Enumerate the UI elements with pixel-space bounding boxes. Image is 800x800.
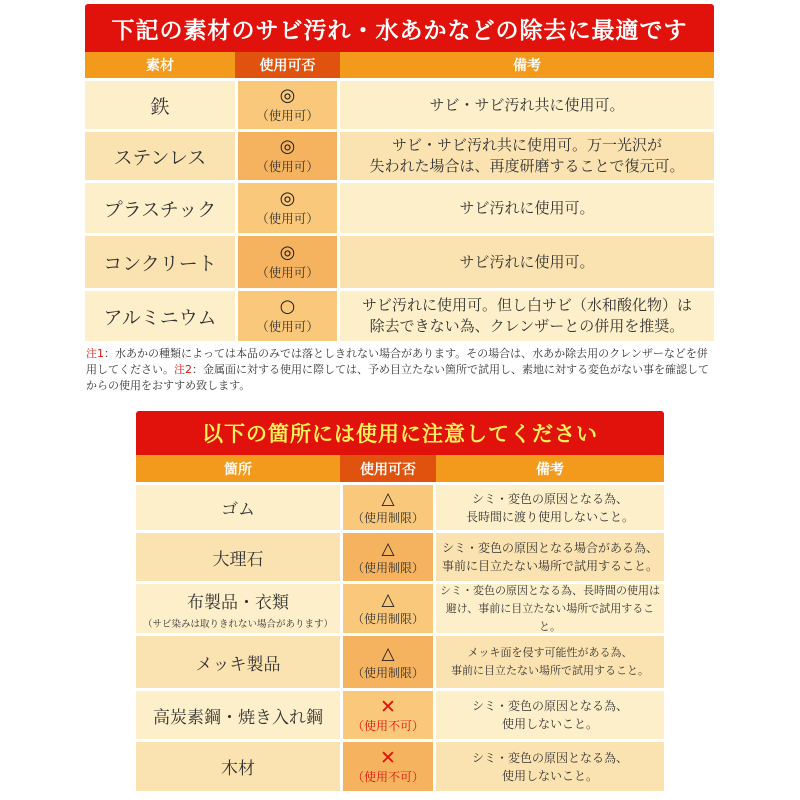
material-name: アルミニウム: [103, 306, 217, 329]
place-name: 大理石: [212, 549, 264, 570]
note2-tag: 注2: [174, 363, 192, 376]
table-row: [136, 739, 664, 791]
cross-icon: ✕: [380, 747, 396, 769]
table-row: [136, 633, 664, 688]
remark-line: シミ・変色の原因となる為、長時間の使用は: [440, 583, 660, 597]
usage-label: （使用可）: [256, 159, 319, 174]
remark-line: サビ・サビ汚れ共に使用可。万一光沢が: [391, 136, 662, 154]
triangle-icon: △: [381, 489, 395, 509]
table-row: [85, 78, 714, 129]
table1-header-row: [85, 52, 714, 78]
table2-header-row: [136, 455, 664, 482]
header-remarks: 備考: [436, 455, 664, 482]
material-name: コンクリート: [103, 252, 217, 275]
remark-line: サビ汚れに使用可。: [459, 252, 595, 271]
table-row: [85, 233, 714, 288]
place-name: ゴム: [221, 500, 255, 520]
double-circle-icon: ◎: [279, 242, 296, 263]
double-circle-icon: ◎: [279, 85, 296, 106]
remark-line: 避け、事前に目立たない場所で試用すること。: [445, 601, 655, 633]
usage-label: （使用可）: [256, 211, 319, 226]
remark-line: シミ・変色の原因となる為、: [471, 491, 628, 506]
usage-label: （使用不可）: [351, 770, 424, 784]
place-note: （サビ染みは取りきれない場合があります）: [142, 618, 333, 630]
note2-text: ：金属面に対する使用に際しては、予め目立たない箇所で試用し、素地に対する変色がない事を確認してからの使用をおすすめ致します。: [86, 363, 709, 392]
table-row: [85, 288, 714, 341]
usage-label: （使用制限）: [351, 560, 424, 575]
footnotes: [86, 346, 716, 394]
remark-line: シミ・変色の原因となる為、: [471, 750, 628, 765]
remark-line: 事前に目立たない場所で試用すること。: [441, 559, 658, 573]
remark-line: サビ・サビ汚れ共に使用可。: [429, 95, 625, 114]
remark-line: 失われた場合は、再度研磨することで復元可。: [369, 157, 685, 175]
double-circle-icon: ◎: [279, 136, 296, 157]
remark-line: 使用しないこと。: [501, 768, 598, 783]
usage-label: （使用不可）: [351, 718, 424, 733]
remark-line: 長時間に渡り使用しないこと。: [465, 509, 634, 524]
note1-text: ：水あかの種類によっては本品のみでは落としきれない場合があります。その場合は、水あか除去用のクレンザーなどを併用してください。: [86, 347, 708, 376]
remark-line: サビ汚れに使用可。但し白サビ（水和酸化物）は: [361, 296, 692, 314]
usage-label: （使用制限）: [351, 511, 424, 525]
cross-icon: ✕: [380, 695, 396, 718]
usage-label: （使用可）: [256, 108, 319, 123]
place-name: 高炭素鋼・焼き入れ鋼: [153, 707, 323, 728]
triangle-icon: △: [381, 590, 395, 610]
usage-label: （使用制限）: [351, 612, 424, 626]
place-name: 布製品・衣類: [187, 592, 289, 613]
triangle-icon: △: [381, 643, 395, 664]
remark-line: 使用しないこと。: [501, 717, 598, 731]
table-row: [136, 482, 664, 530]
double-circle-icon: ◎: [279, 188, 296, 209]
header-usability: 使用可否: [340, 455, 436, 482]
suitable-materials-table: [85, 4, 714, 341]
remark-line: サビ汚れに使用可。: [459, 198, 595, 217]
table2-title: 以下の箇所には使用に注意してください: [136, 411, 664, 455]
remark-line: 除去できない為、クレンザーとの併用を推奨。: [369, 317, 685, 335]
usage-label: （使用可）: [256, 265, 319, 280]
place-name: 木材: [221, 759, 255, 779]
remark-line: 事前に目立たない場所で試用すること。: [451, 664, 649, 677]
header-material: 素材: [85, 52, 235, 78]
remark-line: シミ・変色の原因となる為、: [471, 699, 628, 713]
header-usability: 使用可否: [235, 52, 340, 78]
caution-places-table: [136, 411, 664, 791]
table-row: [85, 180, 714, 233]
triangle-icon: △: [381, 538, 395, 559]
table-row: [136, 688, 664, 739]
header-remarks: 備考: [340, 52, 714, 78]
remark-line: メッキ面を侵す可能性がある為、: [467, 646, 633, 659]
usage-label: （使用可）: [256, 319, 319, 334]
table-row: [136, 581, 664, 633]
material-name: プラスチック: [103, 198, 217, 221]
table-row: [136, 530, 664, 581]
usage-label: （使用制限）: [351, 665, 424, 680]
note1-tag: 注1: [86, 347, 104, 360]
table-row: [85, 129, 714, 180]
table1-title: 下記の素材のサビ汚れ・水あかなどの除去に最適です: [85, 4, 714, 52]
material-name: 鉄: [150, 95, 170, 118]
circle-icon: ○: [279, 296, 296, 317]
place-name: メッキ製品: [195, 654, 281, 675]
remark-line: シミ・変色の原因となる場合がある為、: [441, 541, 658, 555]
material-name: ステンレス: [113, 146, 207, 169]
header-place: 箇所: [136, 455, 340, 482]
